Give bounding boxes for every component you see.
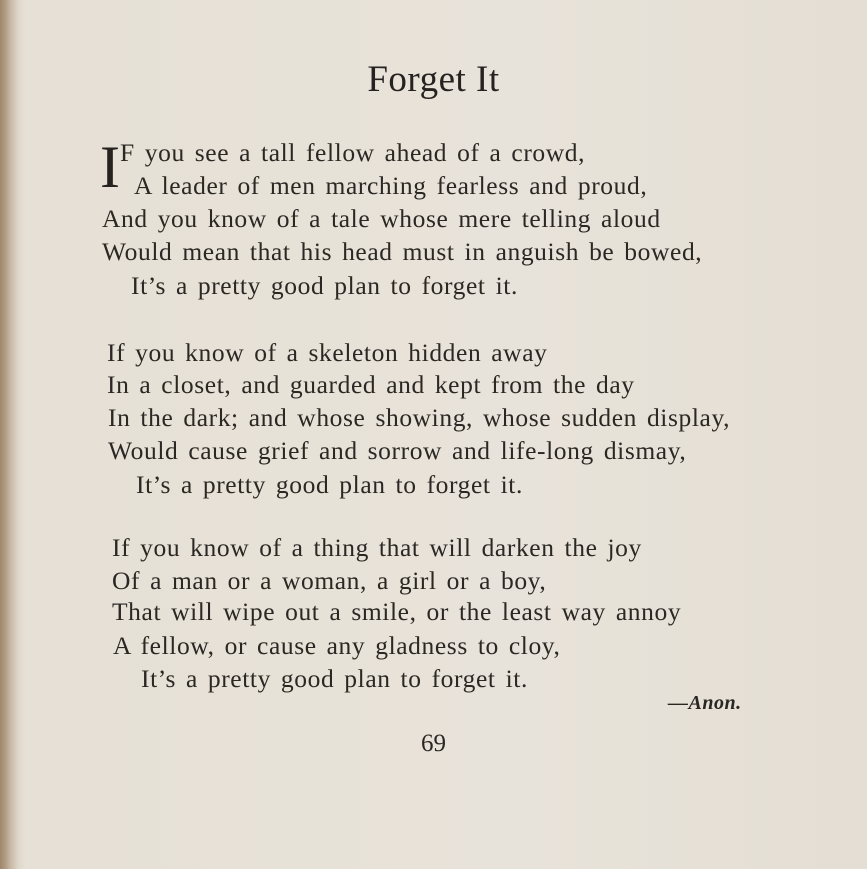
page-number: 69 [421, 730, 446, 757]
poem-line-4: Would mean that his head must in anguish be bowed, [102, 237, 703, 266]
poem-line-9: If you know of a thing that will darken the joy [112, 533, 642, 562]
poem-line-11: That will wipe out a smile, or the least way annoy [112, 597, 682, 626]
drop-cap: I [100, 134, 120, 200]
poem-line-7: In the dark; and whose showing, whose sudden display, [108, 403, 731, 432]
poem-line-10: Of a man or a woman, a girl or a boy, [112, 566, 547, 595]
poem-line-5: If you know of a skeleton hidden away [107, 338, 548, 367]
poem-line-3: And you know of a tale whose mere telling aloud [102, 204, 661, 233]
poem-line-8: Would cause grief and sorrow and life-long dismay, [108, 436, 687, 465]
poem-line-12: A fellow, or cause any gladness to cloy, [113, 631, 561, 660]
poem-line-2: A leader of men marching fearless and proud, [134, 171, 648, 200]
poem-line-6: In a closet, and guarded and kept from the day [107, 370, 635, 399]
poem-refrain-2: It’s a pretty good plan to forget it. [136, 470, 523, 499]
poem-refrain-1: It’s a pretty good plan to forget it. [131, 271, 518, 300]
poem-refrain-3: It’s a pretty good plan to forget it. [141, 664, 528, 693]
poem-line-1: F you see a tall fellow ahead of a crowd, [120, 138, 586, 167]
attribution: —Anon. [668, 692, 742, 714]
poem-title: Forget It [367, 59, 500, 100]
